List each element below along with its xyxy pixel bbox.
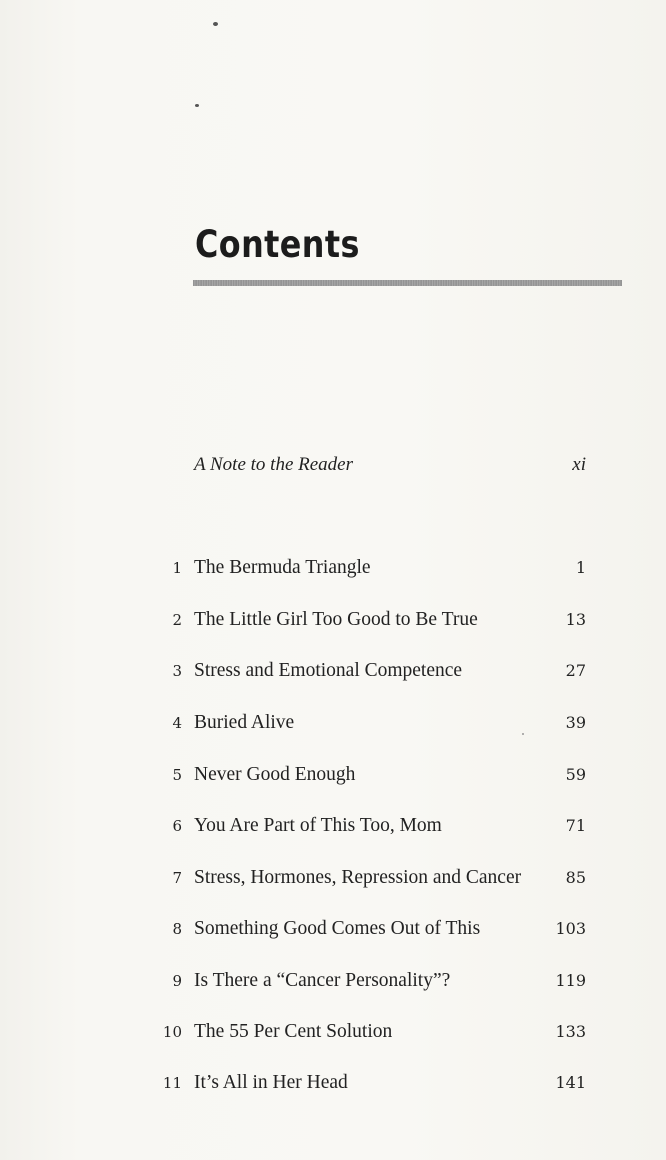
toc-entry	[0, 553, 666, 583]
toc-entry-title: Never Good Enough	[194, 764, 356, 785]
toc-entry-page: 59	[565, 765, 586, 784]
toc-entry-page: 39	[565, 713, 586, 732]
toc-entry-number: 7	[172, 869, 182, 887]
toc-entry-number: 6	[172, 817, 182, 835]
toc-entry	[0, 811, 666, 841]
toc-entry-title: You Are Part of This Too, Mom	[194, 815, 442, 836]
toc-entry-page: 119	[555, 971, 586, 990]
page-speck	[195, 104, 199, 107]
toc-entry-page: xi	[572, 454, 586, 475]
toc-entry	[0, 1068, 666, 1098]
toc-entry-page: 133	[555, 1022, 586, 1041]
toc-entry	[0, 656, 666, 686]
toc-entry-number: 8	[172, 920, 182, 938]
toc-entry-number: 4	[172, 714, 182, 732]
toc-entry-title: Stress and Emotional Competence	[194, 660, 463, 681]
toc-entry	[0, 708, 666, 738]
toc-entry-number: 3	[172, 662, 182, 680]
toc-entry-title: Something Good Comes Out of This	[194, 918, 481, 939]
page-title: Contents	[195, 223, 360, 266]
toc-entry-number: 2	[172, 611, 182, 629]
toc-entry-page: 27	[565, 661, 586, 680]
toc-entry-number: 9	[172, 972, 182, 990]
toc-entry-title: A Note to the Reader	[194, 454, 354, 475]
toc-entry	[0, 760, 666, 790]
toc-entry-page: 103	[555, 919, 586, 938]
toc-entry	[0, 1017, 666, 1047]
toc-entry-page: 85	[565, 868, 586, 887]
toc-entry-title: The Little Girl Too Good to Be True	[194, 609, 478, 630]
toc-entry	[0, 605, 666, 635]
page-speck	[213, 22, 218, 26]
toc-entry-page: 141	[555, 1073, 586, 1092]
toc-entry-number: 1	[172, 559, 182, 577]
toc-entry-title: The 55 Per Cent Solution	[194, 1021, 393, 1042]
toc-entry-page: 71	[565, 816, 586, 835]
toc-entry	[0, 863, 666, 893]
toc-entry-number: 11	[162, 1074, 182, 1092]
toc-entry-number: 10	[162, 1023, 182, 1041]
toc-entry-page: 1	[575, 558, 586, 577]
title-rule	[193, 280, 622, 286]
toc-entry-title: It’s All in Her Head	[194, 1072, 348, 1093]
toc-entry-number: 5	[172, 766, 182, 784]
toc-entry-title: The Bermuda Triangle	[194, 557, 371, 578]
toc-entry	[0, 966, 666, 996]
toc-entry-page: 13	[565, 610, 586, 629]
toc-entry-title: Buried Alive	[194, 712, 295, 733]
toc-entry-note	[0, 450, 666, 480]
toc-entry-title: Is There a “Cancer Personality”?	[194, 970, 451, 991]
toc-entry-title: Stress, Hormones, Repression and Cancer	[194, 867, 522, 888]
toc-entry	[0, 914, 666, 944]
